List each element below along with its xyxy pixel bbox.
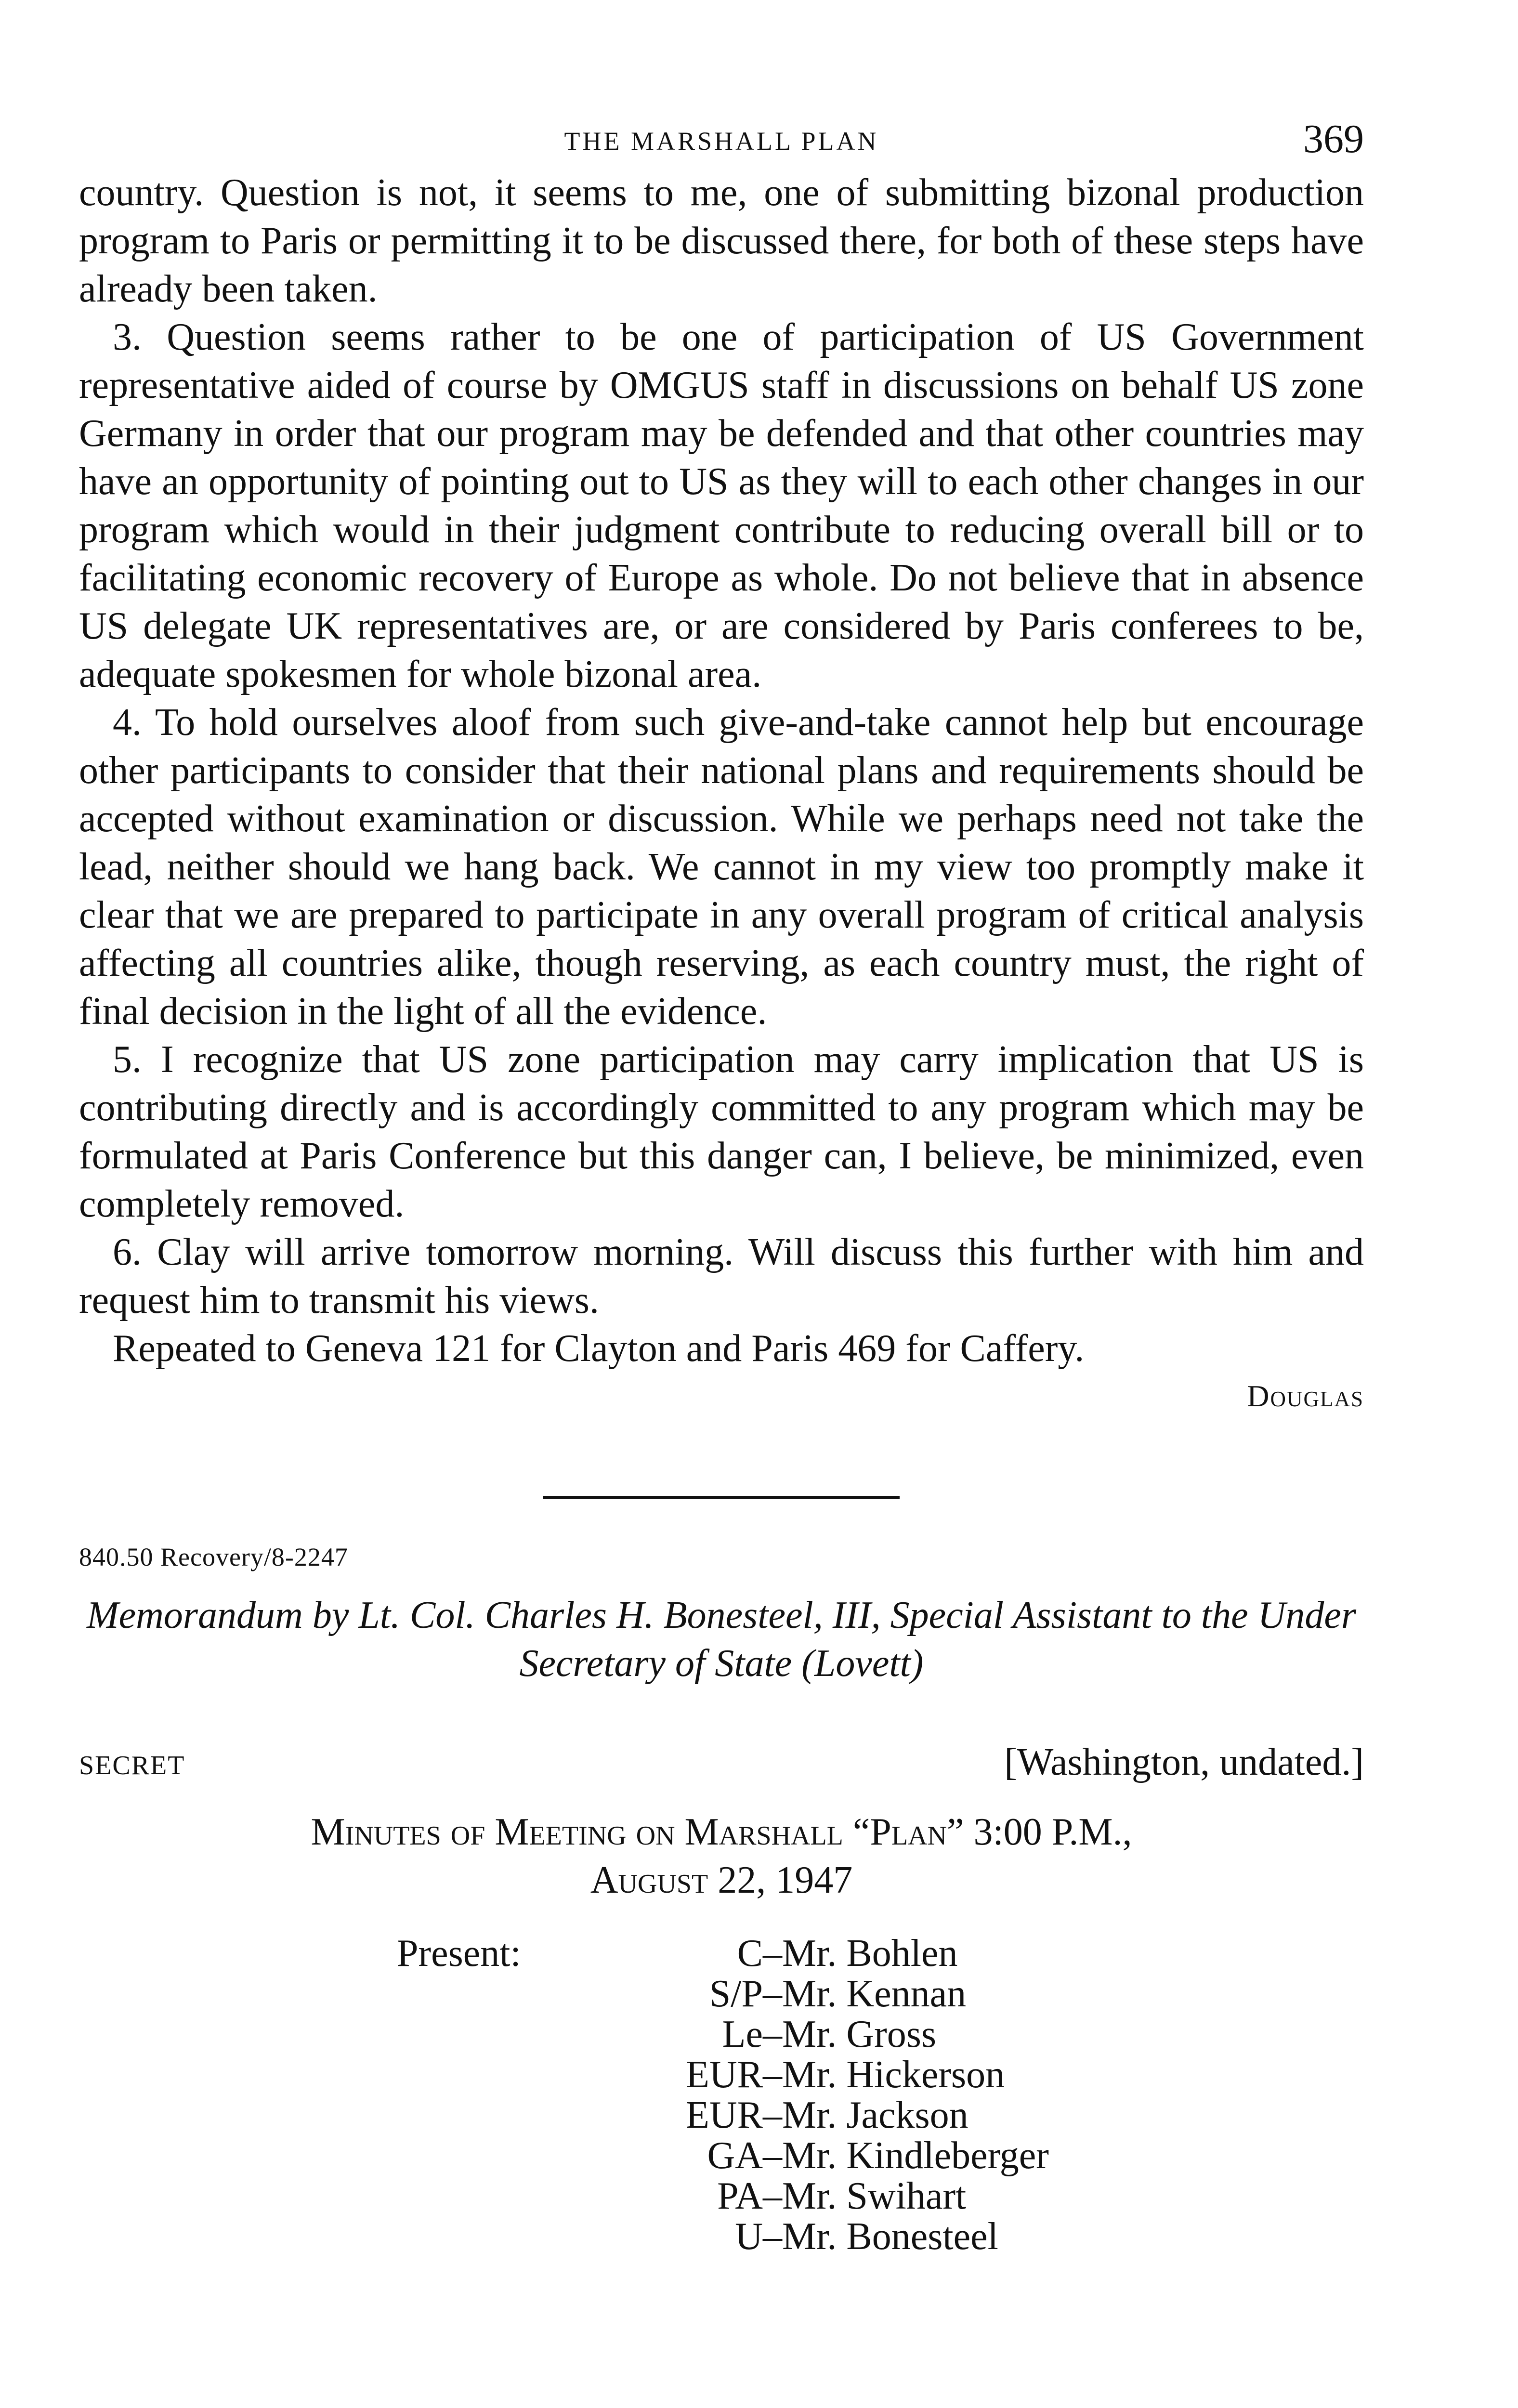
attendee-row	[79, 2014, 936, 2055]
file-number: 840.50 Recovery/8-2247	[79, 1543, 348, 1571]
paragraph-4: 4. To hold ourselves aloof from such give-and-take cannot help but encourage other participants to consider that their national plans and requirements should be accepted without examination or discussion. While we perhaps need not take the lead, neither should we hang back. We cannot in my view too promptly make it clear that we are prepared to participate in any overall program of critical analysis affecting all countries alike, though reserving, as each country must, the right of final decision in the light of all the evidence.	[79, 701, 1364, 1033]
paragraph-6: 6. Clay will arrive tomorrow morning. Will discuss this further with him and request him to transmit his views.	[79, 1231, 1364, 1322]
dash-separator: –	[763, 2013, 782, 2055]
memorandum-title: Memorandum by Lt. Col. Charles H. Bonesteel, III, Special Assistant to the Under Secretary of State (Lovett)	[86, 1594, 1356, 1685]
attendee-name: Mr. Bohlen	[782, 1932, 958, 1975]
attendance-list	[79, 1933, 1364, 2367]
dash-separator: –	[763, 1973, 782, 2015]
attendee-row	[79, 2176, 966, 2216]
paragraph-continuation: country. Question is not, it seems to me, one of submitting bizonal production program to Paris or permitting it to be discussed there, for both of these steps have already been taken.	[79, 171, 1364, 310]
attendee-name: Mr. Bonesteel	[782, 2215, 998, 2258]
attendee-name: Mr. Hickerson	[782, 2054, 1005, 2096]
dash-separator: –	[763, 2054, 782, 2096]
running-header	[79, 116, 1364, 169]
attendee-office: PA	[717, 2175, 763, 2217]
attendee-office: Le	[722, 2013, 763, 2055]
dash-separator: –	[763, 2215, 782, 2258]
paragraph-5: 5. I recognize that US zone participation may carry implication that US is contributing directly and is accordingly committed to any program which may be formulated at Paris Conference but this danger can, I believe, be minimized, even completely removed.	[79, 1038, 1364, 1225]
attendee-office: U	[735, 2215, 763, 2258]
attendee-office: C	[737, 1932, 763, 1975]
attendee-name: Mr. Gross	[782, 2013, 937, 2055]
attendee-row	[79, 2095, 968, 2135]
paragraph-3: 3. Question seems rather to be one of participation of US Government representative aided of course by OMGUS staff in discussions on behalf US zone Germany in order that our program may be defended and that other countries may have an opportunity of pointing out to US as they will to each other changes in our program which would in their judgment contribute to reducing overall bill or to facilitating economic recovery of Europe as whole. Do not believe that in absence US delegate UK representatives are, or are considered by Paris conferees to be, adequate spokesmen for whole bizonal area.	[79, 316, 1364, 695]
telegram-body	[79, 169, 1364, 1414]
dash-separator: –	[763, 2175, 782, 2217]
dash-separator: –	[763, 1932, 782, 1975]
dash-separator: –	[763, 2134, 782, 2177]
minutes-heading-line-2: August 22, 1947	[590, 1859, 853, 1901]
present-label: Present:	[397, 1932, 521, 1975]
attendee-row	[79, 2135, 1049, 2176]
attendee-office: EUR	[686, 2054, 763, 2096]
repeated-note: Repeated to Geneva 121 for Clayton and Paris 469 for Caffery.	[113, 1327, 1085, 1370]
attendee-row	[79, 1974, 966, 2014]
section-divider	[543, 1496, 900, 1499]
signature-douglas: Douglas	[1247, 1379, 1364, 1413]
running-title: THE MARSHALL PLAN	[564, 127, 879, 156]
classification-label: SECRET	[79, 1751, 185, 1780]
minutes-heading	[79, 1808, 1364, 1904]
page-number: 369	[1303, 117, 1364, 161]
attendee-row	[79, 2055, 1005, 2095]
classification-row	[79, 1741, 1364, 1793]
place-date: [Washington, undated.]	[1004, 1741, 1364, 1783]
attendee-name: Mr. Kindleberger	[782, 2134, 1049, 2177]
dash-separator: –	[763, 2094, 782, 2136]
attendee-name: Mr. Kennan	[782, 1973, 967, 2015]
attendee-name: Mr. Jackson	[782, 2094, 968, 2136]
document-page	[79, 116, 1364, 2367]
minutes-heading-line-1: Minutes of Meeting on Marshall “Plan” 3:00 P.M.,	[311, 1811, 1132, 1853]
attendee-row	[79, 1933, 957, 1974]
attendee-row	[79, 2216, 998, 2257]
attendee-office: GA	[707, 2134, 763, 2177]
attendee-name: Mr. Swihart	[782, 2175, 967, 2217]
attendee-office: EUR	[686, 2094, 763, 2136]
attendee-office: S/P	[709, 1973, 763, 2015]
